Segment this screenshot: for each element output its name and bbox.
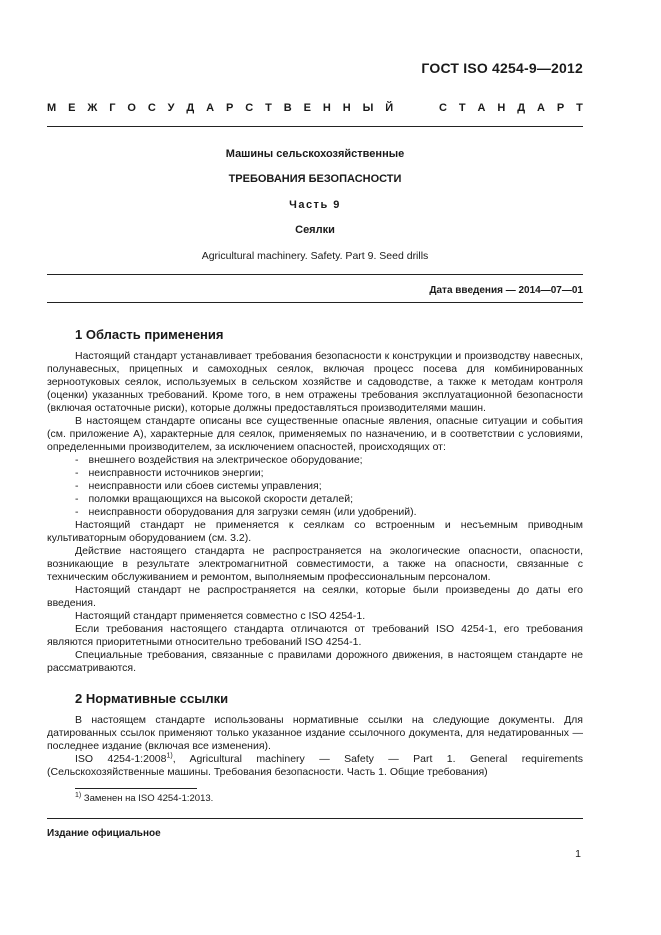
banner-letter: Н: [322, 102, 331, 114]
section-2-body: [47, 714, 583, 779]
section-2-paragraph: В настоящем стандарте использованы нормативные ссылки на следующие документы. Для датированных ссылок применяют только указанное издание ссылочного документа, для недатированных — последнее издание (включая все изменения).: [47, 714, 583, 752]
section-1-paragraph: Специальные требования, связанные с правилами дорожного движения, в настоящем стандарте не рассматриваются.: [47, 649, 583, 674]
banner-letter: С: [245, 102, 254, 114]
list-item: - неисправности или сбоев системы управления;: [47, 480, 583, 493]
section-1-body: [47, 350, 583, 675]
banner-letter: С: [439, 102, 447, 114]
banner-letter: Н: [497, 102, 506, 114]
banner-letter: Т: [458, 102, 466, 114]
title-part: Часть 9: [289, 199, 341, 211]
reference-title: , Agricultural machinery — Safety — Part 1. General requirements (Сельскохозяйственные машины. Требования безопасности. Часть 1. Общие требования): [47, 753, 583, 778]
header-rule: [47, 126, 583, 127]
banner-letter: Ы: [362, 102, 374, 114]
section-1-paragraph: Если требования настоящего стандарта отличаются от требований ISO 4254-1, его требования являются приоритетными относительно требований ISO 4254-1.: [47, 623, 583, 648]
list-item: - внешнего воздействия на электрическое оборудование;: [47, 454, 583, 467]
footnote-rule: [75, 788, 197, 789]
banner-letter: Г: [109, 102, 116, 114]
normative-reference: [47, 753, 583, 779]
footnote-text: Заменен на ISO 4254-1:2013.: [81, 793, 214, 804]
document-number: ГОСТ ISO 4254-9—2012: [421, 60, 583, 76]
footnote-ref: 1): [166, 752, 173, 760]
banner-letter: В: [283, 102, 292, 114]
date-rule: [47, 302, 583, 303]
footnote-mark: 1): [75, 791, 82, 799]
banner-letter: С: [147, 102, 156, 114]
banner-letter: А: [536, 102, 545, 114]
section-2-heading: 2 Нормативные ссылки: [75, 691, 229, 706]
banner-letter: Р: [226, 102, 234, 114]
title-line-1: Машины сельскохозяйственные: [225, 148, 405, 160]
effective-date: Дата введения — 2014—07—01: [429, 285, 583, 296]
banner-letter: Р: [556, 102, 565, 114]
banner-letter: У: [167, 102, 175, 114]
section-1-paragraph: Настоящий стандарт не распространяется на сеялки, которые были произведены до даты его введения.: [47, 584, 583, 609]
section-1-paragraph: Настоящий стандарт применяется совместно с ISO 4254-1.: [75, 610, 366, 622]
reference-id: ISO 4254-1:2008: [75, 753, 167, 765]
banner-letter: Н: [342, 102, 351, 114]
list-item: - поломки вращающихся на высокой скорости деталей;: [47, 493, 583, 506]
page-number: 1: [575, 848, 581, 860]
banner-letter: Т: [265, 102, 272, 114]
title-line-2: ТРЕБОВАНИЯ БЕЗОПАСНОСТИ: [228, 173, 402, 185]
section-1-paragraph: В настоящем стандарте описаны все существенные опасные явления, опасные ситуации и события (см. приложение А), характерные для сеялок, применяемых по назначению, и в соответствии с условиями, определенными производителем, за исключением опасностей, происходящих от:: [47, 415, 583, 453]
list-item: - неисправности оборудования для загрузки семян (или удобрений).: [47, 506, 583, 519]
banner-letter: О: [127, 102, 136, 114]
banner-letter: А: [206, 102, 215, 114]
banner-letter: Е: [68, 102, 76, 114]
list-item: - неисправности источников энергии;: [47, 467, 583, 480]
banner-letter: Ж: [87, 102, 98, 114]
banner-letter: А: [477, 102, 486, 114]
interstate-standard-banner: [47, 102, 583, 114]
title-line-4: Сеялки: [295, 224, 335, 236]
banner-letter: Д: [186, 102, 195, 114]
banner-letter: Т: [576, 102, 583, 114]
section-1-paragraph: Действие настоящего стандарта не распространяется на экологические опасности, опасности, возникающие в результате электромагнитной совместимости, а также на опасности, связанные с техническим обслуживанием и ремонтом, выполняемым профессиональным персоналом.: [47, 545, 583, 583]
banner-letter: Й: [385, 102, 394, 114]
title-english: Agricultural machinery. Safety. Part 9. Seed drills: [201, 250, 429, 262]
edition-label: Издание официальное: [47, 828, 161, 839]
banner-letter: Д: [517, 102, 526, 114]
footnote: [75, 793, 213, 804]
banner-gap: [405, 102, 427, 114]
title-rule: [47, 274, 583, 275]
exclusions-list: [47, 454, 583, 519]
banner-letter: М: [47, 102, 57, 114]
footer-rule: [47, 818, 583, 819]
section-1-paragraph: Настоящий стандарт устанавливает требования безопасности к конструкции и производству навесных, полунавесных, прицепных и самоходных сеялок, включая процесс посева для комбинированных зерноотуковых сеялок, используемых в сельском хозяйстве и садоводстве, а также к методам контроля (оценки) указанных требований. Кроме того, в нем отражены требования эксплуатационной безопасности (включая остаточные риски), которые должны предоставляться производителями машин.: [47, 350, 583, 414]
section-1-paragraph: Настоящий стандарт не применяется к сеялкам со встроенным и несъемным приводным культиваторным оборудованием (см. 3.2).: [47, 519, 583, 544]
section-1-heading: 1 Область применения: [75, 327, 224, 342]
banner-letter: Е: [303, 102, 311, 114]
